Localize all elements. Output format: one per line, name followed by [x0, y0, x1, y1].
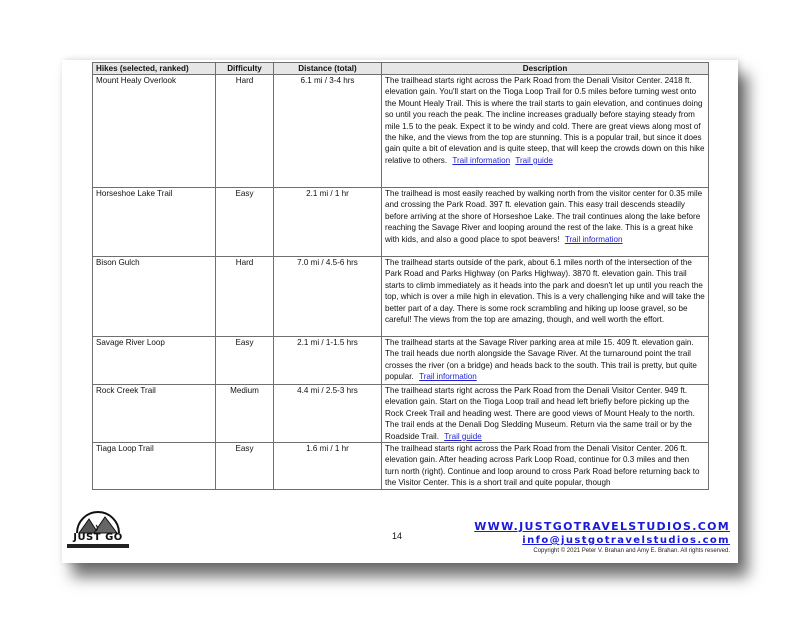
hike-difficulty: Medium — [216, 385, 274, 443]
hikes-table — [92, 62, 709, 490]
table-row — [93, 337, 709, 385]
hike-description-cell — [382, 443, 709, 490]
header-distance: Distance (total) — [274, 63, 382, 75]
hike-description-cell — [382, 188, 709, 257]
page-number: 14 — [392, 531, 403, 541]
trail-information-link[interactable]: Trail information — [564, 234, 623, 244]
hike-description: The trailhead is most easily reached by walking north from the visitor center for 0.35 mile and crossing the Park Road. 397 ft. elevation gain. This easy trail descends steadily before arriving at the shore of Horseshoe Lake. The trail continues along the lake before reaching the Savage River and looping around the rest of the lake. This is a great hike with kids, and also a good place to spot beavers! — [385, 189, 703, 244]
document-page — [62, 60, 738, 563]
copyright-text: Copyright © 2021 Peter V. Brahan and Amy E. Brahan. All rights reserved. — [533, 548, 730, 554]
hike-distance: 7.0 mi / 4.5-6 hrs — [274, 257, 382, 337]
hike-difficulty: Easy — [216, 337, 274, 385]
hike-name: Mount Healy Overlook — [93, 75, 216, 188]
table-row — [93, 385, 709, 443]
table-header-row — [93, 63, 709, 75]
hike-difficulty: Easy — [216, 443, 274, 490]
header-description: Description — [382, 63, 709, 75]
hike-difficulty: Hard — [216, 75, 274, 188]
hike-distance: 1.6 mi / 1 hr — [274, 443, 382, 490]
trail-guide-link[interactable]: Trail guide — [515, 155, 553, 165]
email-link[interactable]: info@justgotravelstudios.com — [522, 535, 730, 546]
header-hikes: Hikes (selected, ranked) — [93, 63, 216, 75]
website-link[interactable]: WWW.JUSTGOTRAVELSTUDIOS.COM — [474, 520, 730, 533]
table-row — [93, 257, 709, 337]
hike-name: Savage River Loop — [93, 337, 216, 385]
hike-name: Horseshoe Lake Trail — [93, 188, 216, 257]
hike-name: Rock Creek Trail — [93, 385, 216, 443]
table-row — [93, 75, 709, 188]
table-row — [93, 188, 709, 257]
logo-text: JUST GO — [73, 532, 123, 543]
hike-description: The trailhead starts right across the Park Road from the Denali Visitor Center. 206 ft. elevation gain. After heading across Park Loop Road, continue for 0.3 miles and then turn north (right). Continue and loop around to cross Park Road before returning back to the Visitor Center. This is a short trail and quite popular, though — [385, 444, 700, 488]
hike-difficulty: Easy — [216, 188, 274, 257]
hike-name: Bison Gulch — [93, 257, 216, 337]
hike-distance: 2.1 mi / 1 hr — [274, 188, 382, 257]
hike-description: The trailhead starts right across the Park Road from the Denali Visitor Center. 2418 ft. elevation gain. You'll start on the Tioga Loop Trail for 0.5 miles before turning west onto the Mount Healy Trail. This is where the trail starts to gain elevation, and continues doing so until you reach the peak. The incline increases gradually before staying steady from mile 1.5 to the peak. Expect it to be windy and cold. There are great views along most of the hike, and the views from the top are stunning. This is a popular trail, but since it does gain quite a bit of elevation and is quite steep, that will keep the crowds down on this hike relative to others. — [385, 76, 705, 165]
hike-distance: 4.4 mi / 2.5-3 hrs — [274, 385, 382, 443]
footer-contact — [474, 520, 730, 556]
hike-description: The trailhead starts at the Savage River parking area at mile 15. 409 ft. elevation gain. The trail heads due north alongside the Savage River. At the turnaround point the trail crosses the river (on a bridge) and heads back to the south. This trail is pretty, but quite popular. — [385, 338, 697, 382]
hike-name: Tiaga Loop Trail — [93, 443, 216, 490]
hike-description-cell — [382, 257, 709, 337]
hike-description-cell — [382, 75, 709, 188]
hike-description: The trailhead starts outside of the park, about 6.1 miles north of the intersection of the Park Road and Parks Highway (on Parks Highway). 3870 ft. elevation gain. This trail starts to climb immediately as it heads into the park and doesn't let up until you reach the top, which is over a mile high in elevation. This is a very challenging hike and will take the better part of a day. There is some rock scrambling and hiking up loose gravel, so be careful! The views from the top are amazing, though, and well worth the effort. — [385, 258, 705, 325]
hike-description: The trailhead starts right across the Park Road from the Denali Visitor Center. 949 ft. elevation gain. Start on the Tioga Loop trail and head left briefly before picking up the Rock Creek Trail and heading west. There are good views of Mount Healy to the north. The trail ends at the Denali Dog Sledding Museum. Return via the same trail or by the Roadside Trail. — [385, 386, 695, 441]
just-go-logo — [67, 511, 137, 555]
header-difficulty: Difficulty — [216, 63, 274, 75]
trail-guide-link[interactable]: Trail guide — [444, 431, 482, 441]
table-row — [93, 443, 709, 490]
hike-difficulty: Hard — [216, 257, 274, 337]
hike-description-cell — [382, 385, 709, 443]
logo-subtext-bar — [67, 544, 129, 548]
hike-distance: 2.1 mi / 1-1.5 hrs — [274, 337, 382, 385]
trail-information-link[interactable]: Trail information — [452, 155, 511, 165]
hike-description-cell — [382, 337, 709, 385]
trail-information-link[interactable]: Trail information — [419, 372, 477, 382]
hike-distance: 6.1 mi / 3-4 hrs — [274, 75, 382, 188]
